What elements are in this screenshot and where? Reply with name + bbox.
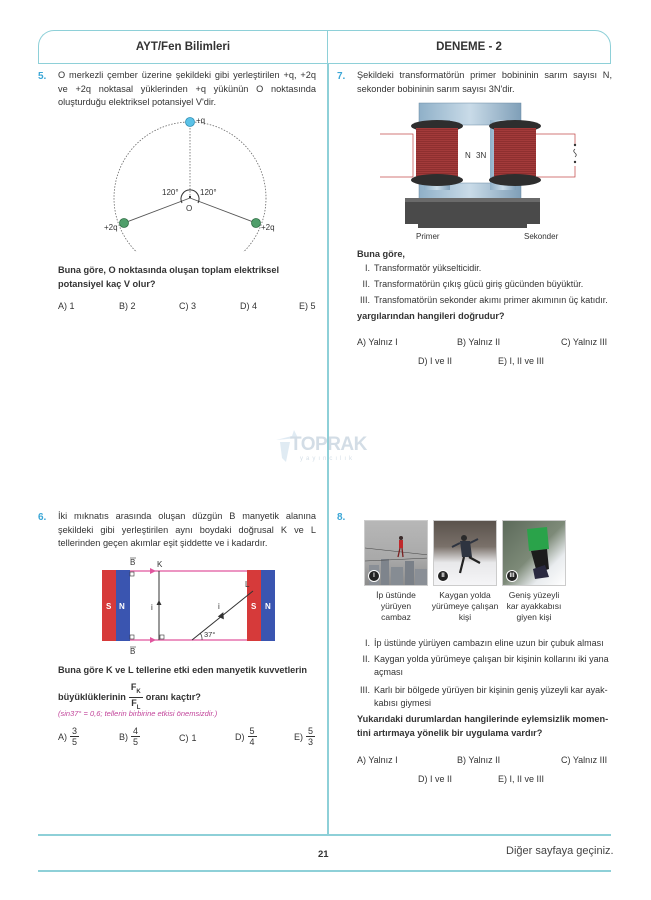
angle-37-arc <box>200 633 202 640</box>
q5-option-c[interactable]: C) 3 <box>179 301 197 311</box>
q8-statement-3: III. Karlı bir bölgede yürüyen bir kişinin geniş yüzeyli kar ayak- <box>359 685 608 695</box>
q8-statement-2: II. Kaygan yolda yürümeye çalışan bir kişinin kollarını iki yana <box>362 654 609 664</box>
q8-prompt-line1: Yukarıdaki durumlardan hangilerinde eylemsizlik momen- <box>357 714 609 724</box>
q8-prompt-line2: tini artırmaya yönelik bir uygulama vardır? <box>357 728 543 738</box>
q6-option-c[interactable]: C) 1 <box>179 733 197 743</box>
angle-left-label: 120° <box>162 188 179 197</box>
photo-badge-1: I <box>368 570 380 582</box>
wire-k-label: K <box>157 560 163 569</box>
secondary-turns-label: 3N <box>476 151 487 160</box>
magnet-left-n-label: N <box>119 602 125 611</box>
question-6-number: 6. <box>38 512 47 523</box>
q6-prompt-part2b: oranı kaçtır? <box>145 691 201 702</box>
primary-flange-bottom <box>411 174 463 186</box>
question-5-number: 5. <box>38 71 47 82</box>
charge-circle-figure <box>100 112 280 252</box>
footer-top-rule <box>38 834 611 836</box>
q7-statement-2: II. Transformatörün çıkış gücü giriş gücünden büyüktür. <box>362 279 584 289</box>
photo-caption-3: Geniş yüzeyli kar ayakkabısı giyen kişi <box>506 590 562 622</box>
q5-option-b[interactable]: B) 2 <box>119 301 136 311</box>
next-page-note: Diğer sayfaya geçiniz. <box>506 845 614 857</box>
photo-badge-3: III <box>506 570 518 582</box>
question-6-stem: İki mıknatıs arasında oluşan düzgün B manyetik alanına şekildeki gibi yerleştirilen aynı boydaki doğrusal K ve L tellerinden geçen akımlar eşit şiddette ve i kadardır. <box>58 511 316 548</box>
q7-option-d[interactable]: D) I ve II <box>418 356 453 366</box>
q6-prompt-part2a: büyüklüklerinin <box>58 691 126 702</box>
q6-option-a[interactable]: A) $\frac{3}{5}$ <box>58 726 78 747</box>
q8-option-b[interactable]: B) Yalnız II <box>457 755 501 765</box>
field-arrow-top <box>150 568 156 574</box>
question-7-number: 7. <box>337 71 346 82</box>
q7-option-c[interactable]: C) Yalnız III <box>561 337 608 347</box>
transformer-base <box>405 198 540 228</box>
charge-right <box>252 219 261 228</box>
footer-bottom-rule <box>38 870 611 872</box>
secondary-coil <box>494 128 536 180</box>
q6-prompt-line2 <box>58 682 201 713</box>
magnetic-field-figure <box>100 557 285 657</box>
photo-caption-2: Kaygan yolda yürümeye çalışan kişi <box>431 590 499 622</box>
radius-right <box>190 198 256 223</box>
right-angle-marker-tl <box>130 572 134 576</box>
charge-left-label: +2q <box>104 223 118 232</box>
angle-37-label: 37° <box>204 630 216 639</box>
magnet-right-n-label: N <box>265 602 271 611</box>
q7-intro: Buna göre, <box>357 249 405 259</box>
q8-statement-2-cont: açması <box>374 667 404 677</box>
q8-option-d[interactable]: D) I ve II <box>418 774 453 784</box>
center-label: O <box>186 204 193 213</box>
q5-option-a[interactable]: A) 1 <box>58 301 75 311</box>
charge-top <box>186 118 195 127</box>
q6-prompt-line1: Buna göre K ve L tellerine etki eden manyetik kuvvetlerin <box>58 665 308 675</box>
q8-option-c[interactable]: C) Yalnız III <box>561 755 608 765</box>
q6-option-d[interactable]: D) $\frac{5}{4}$ <box>235 726 255 747</box>
magnet-right-s-label: S <box>251 602 257 611</box>
radius-left <box>124 198 193 223</box>
question-7-stem: Şekildeki transformatörün primer bobininin sarım sayısı N, sekonder bobininin sarım sayısı 3N'dir. <box>357 70 612 94</box>
wire-l-label: L <box>245 580 250 589</box>
wire-k-current-arrow <box>157 600 162 605</box>
wire-l-current-label: i <box>218 602 220 611</box>
magnet-left-s-label: S <box>106 602 112 611</box>
secondary-flange-bottom <box>489 174 541 186</box>
question-5-stem: O merkezli çember üzerine şekildeki gibi yerleştirilen +q, +2q ve +2q noktasal yüklerinden +q yükünün O noktasında oluşturduğu elektriksel potansiyel V'dir. <box>58 70 316 107</box>
question-8-number: 8. <box>337 512 346 523</box>
photo-tightrope-walker <box>364 520 428 586</box>
watermark-sub: yayıncılık <box>300 456 356 462</box>
watermark-brand: TOPRAK <box>290 434 367 455</box>
charge-right-label: +2q <box>261 223 275 232</box>
q7-option-b[interactable]: B) Yalnız II <box>457 337 501 347</box>
q8-option-e[interactable]: E) I, II ve III <box>498 774 545 784</box>
exam-title: DENEME - 2 <box>436 41 502 53</box>
page-number: 21 <box>318 849 329 860</box>
q6-option-e[interactable]: E) $\frac{5}{3}$ <box>294 726 314 747</box>
photo-caption-1: İp üstünde yürüyen cambaz <box>376 590 416 622</box>
q7-prompt: yargılarından hangileri doğrudur? <box>357 311 505 321</box>
q6-note: (sin37° = 0,6; tellerin birbirine etkisi önemsizdir.) <box>58 709 218 718</box>
photo-badge-2: II <box>437 570 449 582</box>
q7-statement-1: I. Transformatör yükselticidir. <box>364 263 482 273</box>
field-label-bottom: B <box>130 647 136 656</box>
section-title: AYT/Fen Bilimleri <box>135 41 231 53</box>
secondary-label: Sekonder <box>524 232 559 241</box>
q8-statement-3-cont: kabısı giymesi <box>374 698 432 708</box>
q5-option-e[interactable]: E) 5 <box>299 301 316 311</box>
force-ratio: $\frac{F_K}{F_L}$ <box>130 682 141 711</box>
q8-option-a[interactable]: A) Yalnız I <box>357 755 398 765</box>
q5-option-d[interactable]: D) 4 <box>240 301 258 311</box>
primary-turns-label: N <box>465 151 471 160</box>
secondary-circuit <box>532 134 575 177</box>
q8-statement-1: I. İp üstünde yürüyen cambazın eline uzun bir çubuk alması <box>364 638 604 648</box>
header-left <box>38 30 327 64</box>
q6-option-b[interactable]: B) $\frac{4}{5}$ <box>119 726 139 747</box>
question-5-prompt: Buna göre, O noktasında oluşan toplam elektriksel potansiyel kaç V olur? <box>58 265 280 289</box>
q7-option-a[interactable]: A) Yalnız I <box>357 337 398 347</box>
ac-source-icon-secondary <box>572 144 578 166</box>
primary-label: Primer <box>416 232 440 241</box>
q7-option-e[interactable]: E) I, II ve III <box>498 356 545 366</box>
photo-snowshoes <box>502 520 566 586</box>
q7-statement-3: III. Transfomatörün sekonder akımı primer akımının üç katıdır. <box>359 295 608 305</box>
wire-k-current-label: i <box>151 603 153 612</box>
transformer-figure <box>380 100 580 245</box>
header-right <box>327 30 611 64</box>
photo-slippery-road <box>433 520 497 586</box>
right-angle-marker-bl <box>130 635 134 639</box>
field-label-top: B <box>130 558 136 567</box>
primary-circuit <box>380 134 413 177</box>
publisher-watermark <box>272 428 382 468</box>
angle-right-label: 120° <box>200 188 217 197</box>
center-dot <box>189 196 191 198</box>
charge-top-label: +q <box>196 116 206 125</box>
right-angle-marker-k <box>160 635 164 639</box>
charge-left <box>120 219 129 228</box>
field-arrow-bottom <box>150 637 156 643</box>
primary-coil <box>416 128 458 180</box>
